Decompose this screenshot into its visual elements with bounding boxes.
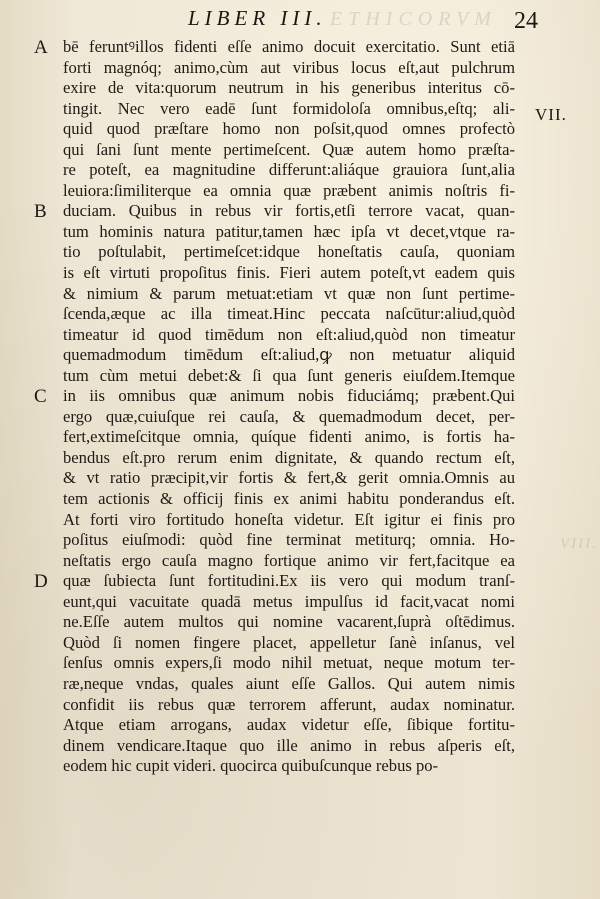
- text-line: quid quod præſtare homo non poſsit,quod omnes profectò: [63, 119, 515, 139]
- text-line: timeatur id quod timēdum non eſt:aliud,quòd non timeatur: [63, 324, 515, 344]
- page-number: 24: [514, 8, 538, 34]
- text-line: ergo quæ,cuiuſque rei cauſa, & quemadmodum decet, per-: [63, 406, 515, 426]
- text-line: qui ſani ſunt mente pertimeſcent. Quæ autem homo præſta-: [63, 139, 515, 159]
- text-line: dinem vendicare.Itaque quo ille animo in rebus aſperis eſt,: [63, 735, 515, 755]
- margin-letter-a: A: [34, 37, 48, 58]
- text-line: is eſt virtuti propoſitus finis. Fieri autem poteſt,vt eadem quis: [63, 263, 515, 283]
- text-line: quæ ſubiecta ſunt fortitudini.Ex iis vero qui modum tranſ-: [63, 571, 515, 591]
- show-through-running-head: ETHICORVM: [330, 8, 497, 30]
- text-line: quemadmodum timēdum eſt:aliud,ꝙ non metuatur aliquid: [63, 345, 515, 365]
- text-line: tem actionis & officij finis ex animi habitu ponderandus eſt.: [63, 489, 515, 509]
- text-line: eunt,qui vacuitate quadā metus impulſus id facit,vacat nomi: [63, 591, 515, 611]
- text-line: ſcenda,æque ac illa timeat.Hinc peccata naſcūtur:aliud,quòd: [63, 304, 515, 324]
- margin-letter-c: C: [34, 386, 47, 407]
- text-line: bē feruntꝰillos fidenti eſſe animo docuit exercitatio. Sunt etiā: [63, 37, 515, 56]
- text-line: tum hominis natura patitur,tamen hæc ipſa vt decet,vtque ra-: [63, 221, 515, 241]
- text-line: Atque etiam arrogans, audax videtur eſſe, ſibique fortitu-: [63, 715, 515, 735]
- show-through-margin-number: VIII.: [560, 536, 598, 552]
- chapter-number: VII.: [535, 105, 567, 124]
- margin-letter-b: B: [34, 201, 47, 222]
- text-line: & nimium & parum metuat:etiam vt quæ non ſunt pertime-: [63, 283, 515, 303]
- text-line: exire de vita:quorum neutrum in his generibus interitus cō-: [63, 78, 515, 98]
- text-line: confidit iis rebus quæ terrorem afferunt, audax nominatur.: [63, 694, 515, 714]
- text-line: leuiora:ſimiliterque ea omnia quæ præbent animis noſtris fi-: [63, 180, 515, 200]
- text-line: tingit. Nec vero eadē ſunt formidoloſa omnibus,eſtq; ali-: [63, 98, 515, 118]
- text-line: bendus eſt.pro rerum enim dignitate, & quando rectum eſt,: [63, 447, 515, 467]
- running-head: LIBER III.: [188, 6, 327, 30]
- text-line: Quòd ſi nomen fingere placet, appelletur ſanè inſanus, vel: [63, 632, 515, 652]
- text-line: eodem hic cupit videri. quocirca quibuſcunque rebus po-: [63, 756, 439, 776]
- text-line: neſtatis ergo cauſa magno fortique animo vir fert,facitque ea: [63, 550, 515, 570]
- text-line: ræ,neque vndas, quales aiunt eſſe Gallos. Qui autem nimis: [63, 673, 515, 693]
- body-text: [63, 37, 515, 777]
- text-line: tum cùm metui debet:& ſi qua ſunt generis eiuſdem.Itemque: [63, 365, 515, 385]
- text-line: At forti viro fortitudo honeſta videtur. Eſt igitur ei finis pro: [63, 509, 515, 529]
- text-line: ne.Eſſe autem multos qui nomine vacarent,ſuprà oſtēdimus.: [63, 612, 515, 632]
- text-line: in iis omnibus quæ animum nobis fiduciámq; præbent.Qui: [63, 386, 515, 406]
- text-line: tio poſtulabit, pertimeſcet:idque honeſtatis cauſa, quoniam: [63, 242, 515, 262]
- text-line: ſenſus omnis expers,ſi modo nihil metuat, neque motum ter-: [63, 653, 515, 673]
- text-line: duciam. Quibus in rebus vir fortis,etſi terrore vacat, quan-: [63, 201, 515, 221]
- text-line: fert,extimeſcitque omnia, quíque fidenti animo, is fortis ha-: [63, 427, 515, 447]
- text-line: forti magnóq; animo,cùm aut viribus locus eſt,aut pulchrum: [63, 57, 515, 77]
- margin-letter-d: D: [34, 571, 48, 592]
- text-line: re poteſt, ea magnitudine differunt:aliáque grauiora ſunt,alia: [63, 160, 515, 180]
- text-line: & vt ratio præcipit,vir fortis & fert,& gerit omnia.Omnis au: [63, 468, 515, 488]
- text-line: poſitus eiuſmodi: quòd fine terminat metiturq; omnia. Ho-: [63, 530, 515, 550]
